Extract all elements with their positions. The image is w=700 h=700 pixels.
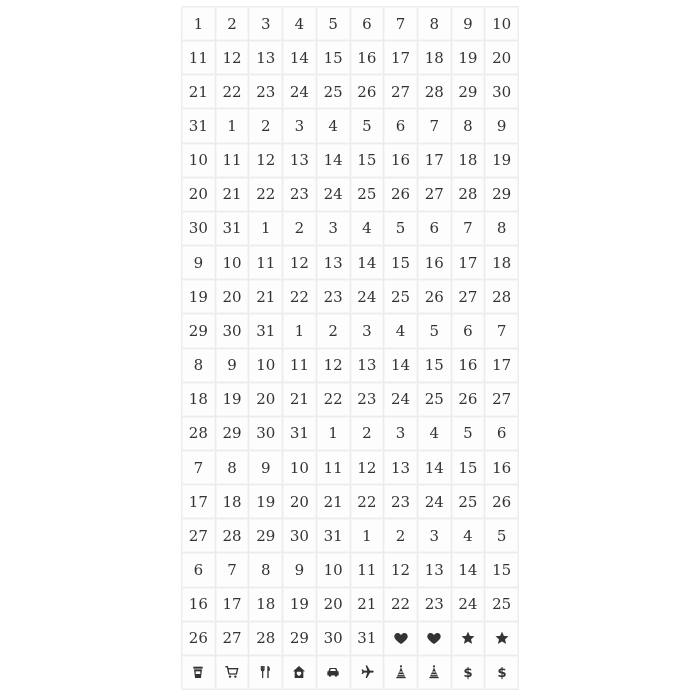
date-sticker: 26	[418, 280, 451, 313]
svg-text:$: $	[497, 666, 507, 681]
date-sticker: 29	[216, 417, 249, 450]
date-sticker: 31	[283, 417, 316, 450]
date-sticker: 22	[249, 178, 282, 211]
date-sticker: 8	[249, 553, 282, 586]
date-sticker: 28	[216, 519, 249, 552]
date-sticker: 7	[485, 314, 518, 347]
date-sticker: 25	[452, 485, 485, 518]
date-sticker: 29	[182, 314, 215, 347]
date-sticker: 29	[283, 622, 316, 655]
date-sticker: 10	[317, 553, 350, 586]
date-sticker: 30	[249, 417, 282, 450]
date-sticker: 23	[418, 588, 451, 621]
date-sticker: 9	[216, 349, 249, 382]
date-sticker: 26	[485, 485, 518, 518]
date-sticker: 3	[317, 212, 350, 245]
dollar-icon	[452, 656, 485, 689]
date-sticker: 10	[216, 246, 249, 279]
date-sticker: 2	[351, 417, 384, 450]
date-sticker: 15	[452, 451, 485, 484]
date-sticker: 19	[182, 280, 215, 313]
date-sticker: 2	[317, 314, 350, 347]
date-sticker: 23	[249, 75, 282, 108]
date-sticker: 11	[182, 41, 215, 74]
date-sticker: 19	[249, 485, 282, 518]
date-sticker: 24	[351, 280, 384, 313]
date-sticker: 13	[283, 144, 316, 177]
date-sticker: 9	[249, 451, 282, 484]
date-sticker: 11	[351, 553, 384, 586]
date-sticker: 27	[485, 383, 518, 416]
date-sticker: 8	[216, 451, 249, 484]
date-sticker: 15	[384, 246, 417, 279]
date-sticker: 14	[418, 451, 451, 484]
date-sticker: 25	[485, 588, 518, 621]
date-sticker: 5	[384, 212, 417, 245]
date-sticker: 24	[418, 485, 451, 518]
coffee-cup-icon	[182, 656, 215, 689]
date-sticker: 5	[317, 7, 350, 40]
date-sticker: 2	[216, 7, 249, 40]
date-sticker: 17	[216, 588, 249, 621]
date-sticker: 4	[283, 7, 316, 40]
date-sticker: 21	[351, 588, 384, 621]
airplane-icon	[351, 656, 384, 689]
date-sticker: 22	[283, 280, 316, 313]
date-sticker: 6	[452, 314, 485, 347]
date-sticker: 8	[452, 109, 485, 142]
heart-icon	[384, 622, 417, 655]
date-sticker: 4	[384, 314, 417, 347]
date-sticker: 16	[351, 41, 384, 74]
date-sticker: 14	[317, 144, 350, 177]
date-sticker: 29	[485, 178, 518, 211]
date-sticker: 3	[283, 109, 316, 142]
date-sticker: 11	[283, 349, 316, 382]
date-sticker: 12	[249, 144, 282, 177]
date-sticker: 18	[249, 588, 282, 621]
date-sticker: 15	[418, 349, 451, 382]
dollar-icon	[485, 656, 518, 689]
heart-icon	[418, 622, 451, 655]
date-sticker: 23	[384, 485, 417, 518]
date-sticker: 8	[485, 212, 518, 245]
date-sticker: 6	[418, 212, 451, 245]
date-sticker: 6	[182, 553, 215, 586]
date-sticker: 13	[317, 246, 350, 279]
date-sticker: 7	[384, 7, 417, 40]
date-sticker: 14	[351, 246, 384, 279]
date-sticker: 30	[485, 75, 518, 108]
date-sticker: 11	[249, 246, 282, 279]
date-sticker: 31	[182, 109, 215, 142]
date-sticker: 8	[182, 349, 215, 382]
date-sticker: 16	[182, 588, 215, 621]
date-sticker: 1	[283, 314, 316, 347]
date-sticker: 3	[418, 519, 451, 552]
date-sticker: 14	[283, 41, 316, 74]
date-sticker: 6	[351, 7, 384, 40]
date-sticker: 18	[452, 144, 485, 177]
date-sticker: 10	[283, 451, 316, 484]
date-sticker: 24	[317, 178, 350, 211]
date-sticker: 24	[384, 383, 417, 416]
star-icon	[452, 622, 485, 655]
date-sticker: 1	[182, 7, 215, 40]
date-sticker: 20	[283, 485, 316, 518]
date-sticker: 12	[283, 246, 316, 279]
date-sticker: 24	[283, 75, 316, 108]
date-sticker: 1	[317, 417, 350, 450]
date-sticker: 27	[384, 75, 417, 108]
date-sticker: 16	[418, 246, 451, 279]
date-sticker: 17	[384, 41, 417, 74]
date-sticker: 9	[283, 553, 316, 586]
date-sticker: 5	[485, 519, 518, 552]
date-sticker: 12	[216, 41, 249, 74]
date-sticker: 25	[351, 178, 384, 211]
party-hat-icon	[418, 656, 451, 689]
date-sticker: 14	[384, 349, 417, 382]
date-sticker: 27	[418, 178, 451, 211]
date-sticker: 31	[249, 314, 282, 347]
date-sticker: 3	[249, 7, 282, 40]
date-sticker: 16	[452, 349, 485, 382]
date-sticker: 17	[418, 144, 451, 177]
date-sticker: 17	[452, 246, 485, 279]
home-heart-icon	[283, 656, 316, 689]
svg-text:$: $	[463, 666, 473, 681]
date-sticker: 5	[351, 109, 384, 142]
date-sticker: 16	[485, 451, 518, 484]
date-sticker: 22	[216, 75, 249, 108]
date-sticker: 19	[485, 144, 518, 177]
star-icon	[485, 622, 518, 655]
date-sticker: 30	[317, 622, 350, 655]
date-sticker: 6	[384, 109, 417, 142]
date-sticker: 9	[485, 109, 518, 142]
date-sticker: 15	[351, 144, 384, 177]
date-sticker: 10	[485, 7, 518, 40]
date-sticker: 9	[182, 246, 215, 279]
date-sticker: 31	[317, 519, 350, 552]
date-sticker: 27	[216, 622, 249, 655]
date-sticker: 19	[216, 383, 249, 416]
date-sticker: 3	[351, 314, 384, 347]
date-sticker: 28	[249, 622, 282, 655]
date-sticker: 24	[452, 588, 485, 621]
date-sticker: 18	[182, 383, 215, 416]
date-sticker: 10	[182, 144, 215, 177]
date-sticker: 2	[283, 212, 316, 245]
date-sticker: 21	[182, 75, 215, 108]
date-sticker: 5	[418, 314, 451, 347]
date-sticker: 4	[452, 519, 485, 552]
date-sticker: 20	[249, 383, 282, 416]
date-sticker: 2	[249, 109, 282, 142]
date-sticker: 29	[249, 519, 282, 552]
date-sticker: 28	[485, 280, 518, 313]
date-sticker: 12	[351, 451, 384, 484]
date-sticker: 28	[418, 75, 451, 108]
date-sticker: 20	[216, 280, 249, 313]
date-sticker: 18	[216, 485, 249, 518]
date-sticker: 26	[452, 383, 485, 416]
date-sticker: 18	[418, 41, 451, 74]
date-sticker: 19	[283, 588, 316, 621]
date-sticker: 5	[452, 417, 485, 450]
date-sticker: 25	[384, 280, 417, 313]
date-sticker: 4	[351, 212, 384, 245]
date-sticker: 17	[182, 485, 215, 518]
date-sticker: 29	[452, 75, 485, 108]
date-sticker: 25	[418, 383, 451, 416]
date-sticker: 23	[317, 280, 350, 313]
date-sticker: 7	[418, 109, 451, 142]
date-sticker: 21	[216, 178, 249, 211]
date-sticker: 22	[351, 485, 384, 518]
date-sticker: 26	[384, 178, 417, 211]
date-sticker: 11	[216, 144, 249, 177]
party-hat-icon	[384, 656, 417, 689]
date-sticker: 1	[249, 212, 282, 245]
date-sticker: 16	[384, 144, 417, 177]
date-sticker: 13	[384, 451, 417, 484]
date-sticker: 4	[317, 109, 350, 142]
date-sticker: 22	[317, 383, 350, 416]
sticker-sheet	[181, 6, 519, 690]
date-sticker: 13	[351, 349, 384, 382]
date-sticker: 21	[283, 383, 316, 416]
date-sticker: 3	[384, 417, 417, 450]
date-sticker: 20	[485, 41, 518, 74]
date-sticker: 21	[317, 485, 350, 518]
date-sticker: 7	[216, 553, 249, 586]
date-sticker: 6	[485, 417, 518, 450]
date-sticker: 31	[351, 622, 384, 655]
date-sticker: 23	[283, 178, 316, 211]
date-sticker: 21	[249, 280, 282, 313]
date-sticker: 31	[216, 212, 249, 245]
date-sticker: 4	[418, 417, 451, 450]
car-icon	[317, 656, 350, 689]
date-sticker: 26	[182, 622, 215, 655]
date-sticker: 7	[182, 451, 215, 484]
date-sticker: 12	[384, 553, 417, 586]
date-sticker: 11	[317, 451, 350, 484]
date-sticker: 14	[452, 553, 485, 586]
date-sticker: 13	[418, 553, 451, 586]
date-sticker: 1	[216, 109, 249, 142]
shopping-cart-icon	[216, 656, 249, 689]
date-sticker: 1	[351, 519, 384, 552]
date-sticker: 28	[182, 417, 215, 450]
date-sticker: 2	[384, 519, 417, 552]
date-sticker: 15	[317, 41, 350, 74]
date-sticker: 25	[317, 75, 350, 108]
date-sticker: 15	[485, 553, 518, 586]
date-sticker: 18	[485, 246, 518, 279]
date-sticker: 20	[317, 588, 350, 621]
date-sticker: 27	[182, 519, 215, 552]
date-sticker: 10	[249, 349, 282, 382]
date-sticker: 9	[452, 7, 485, 40]
date-sticker: 20	[182, 178, 215, 211]
date-sticker: 12	[317, 349, 350, 382]
date-sticker: 26	[351, 75, 384, 108]
date-sticker: 8	[418, 7, 451, 40]
date-sticker: 30	[283, 519, 316, 552]
date-sticker: 13	[249, 41, 282, 74]
fork-knife-icon	[249, 656, 282, 689]
date-sticker: 23	[351, 383, 384, 416]
date-sticker: 28	[452, 178, 485, 211]
date-sticker: 30	[182, 212, 215, 245]
date-sticker: 7	[452, 212, 485, 245]
date-sticker: 27	[452, 280, 485, 313]
date-sticker: 30	[216, 314, 249, 347]
date-sticker: 22	[384, 588, 417, 621]
date-sticker: 17	[485, 349, 518, 382]
date-sticker: 19	[452, 41, 485, 74]
